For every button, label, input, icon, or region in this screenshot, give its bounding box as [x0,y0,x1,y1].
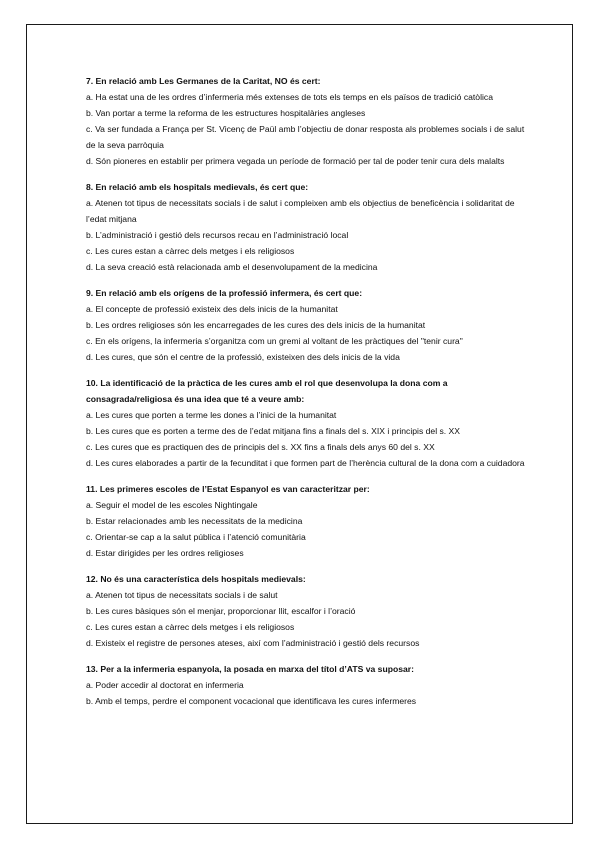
question-title: 10. La identificació de la pràctica de les cures amb el rol que desenvolupa la dona com a consagrada/religiosa és una idea que té a veure amb: [86,378,448,404]
option-d: d. Són pioneres en establir per primera vegada un període de formació per tal de poder tenir cura dels malalts [86,156,505,166]
question-7 [86,73,526,169]
option-a: a. Atenen tot tipus de necessitats socials i de salut [86,590,278,600]
question-12 [86,571,526,651]
option-b: b. Amb el temps, perdre el component vocacional que identificava les cures infermeres [86,696,417,706]
question-title: 11. Les primeres escoles de l’Estat Espanyol es van caracteritzar per: [86,484,370,494]
option-a: a. Ha estat una de les ordres d’infermeria més extenses de tots els temps en els països de tradició catòlica [86,92,493,102]
option-b: b. Les cures que es porten a terme des de l’edat mitjana fins a finals del s. XIX i principis del s. XX [86,426,461,436]
option-b: b. L’administració i gestió dels recursos recau en l’administració local [86,230,349,240]
question-title: 13. Per a la infermeria espanyola, la posada en marxa del títol d’ATS va suposar: [86,664,414,674]
option-d: d. La seva creació està relacionada amb el desenvolupament de la medicina [86,262,378,272]
question-title: 9. En relació amb els orígens de la professió infermera, és cert que: [86,288,363,298]
question-title: 7. En relació amb Les Germanes de la Caritat, NO és cert: [86,76,321,86]
option-c: c. Va ser fundada a França per St. Vicenç de Paül amb l’objectiu de donar resposta als problemes socials i de salut de la seva parròquia [86,124,525,150]
option-b: b. Les ordres religioses són les encarregades de les cures des dels inicis de la humanitat [86,320,426,330]
option-d: d. Existeix el registre de persones ateses, així com l’administració i gestió dels recursos [86,638,420,648]
question-title: 12. No és una característica dels hospitals medievals: [86,574,306,584]
option-c: c. Les cures estan a càrrec dels metges i els religiosos [86,622,295,632]
question-11 [86,481,526,561]
option-a: a. Poder accedir al doctorat en infermeria [86,680,244,690]
question-8 [86,179,526,275]
option-d: d. Estar dirigides per les ordres religioses [86,548,244,558]
option-b: b. Estar relacionades amb les necessitats de la medicina [86,516,303,526]
option-b: b. Les cures bàsiques són el menjar, proporcionar llit, escalfor i l’oració [86,606,356,616]
option-a: a. Seguir el model de les escoles Nightingale [86,500,258,510]
option-c: c. En els orígens, la infermeria s’organitza com un gremi al voltant de les pràctiques del "tenir cura" [86,336,463,346]
option-b: b. Van portar a terme la reforma de les estructures hospitalàries angleses [86,108,366,118]
quiz-content [86,73,526,719]
question-13 [86,661,526,709]
option-c: c. Les cures que es practiquen des de principis del s. XX fins a finals dels anys 60 del s. XX [86,442,435,452]
question-title: 8. En relació amb els hospitals medievals, és cert que: [86,182,309,192]
question-9 [86,285,526,365]
question-10 [86,375,526,471]
option-a: a. Atenen tot tipus de necessitats socials i de salut i compleixen amb els objectius de beneficència i solidaritat de l’edat mitjana [86,198,515,224]
option-d: d. Les cures, que són el centre de la professió, existeixen des dels inicis de la vida [86,352,400,362]
option-d: d. Les cures elaborades a partir de la fecunditat i que formen part de l’herència cultural de la dona com a cuidadora [86,458,525,468]
option-c: c. Orientar-se cap a la salut pública i l’atenció comunitària [86,532,306,542]
option-a: a. El concepte de professió existeix des dels inicis de la humanitat [86,304,338,314]
option-c: c. Les cures estan a càrrec dels metges i els religiosos [86,246,295,256]
option-a: a. Les cures que porten a terme les dones a l’inici de la humanitat [86,410,337,420]
